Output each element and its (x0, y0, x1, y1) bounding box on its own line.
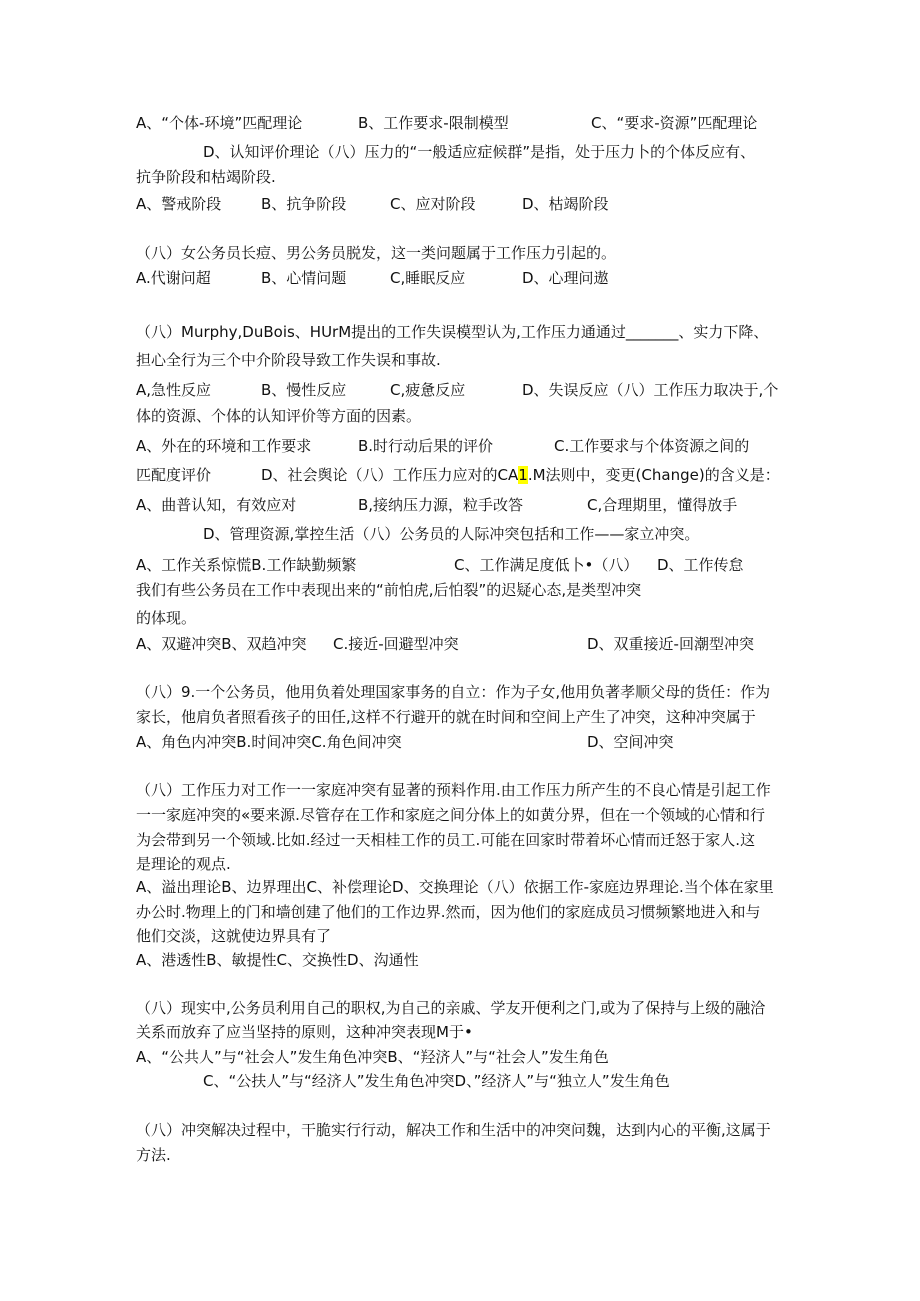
option-c: C、“要求-资源”匹配理论 (591, 114, 758, 132)
option-a: A、“个体-环境”匹配理论 (136, 114, 303, 132)
option-a: A、警戒阶段 (136, 195, 222, 213)
option-a: A,急性反应 (136, 381, 212, 399)
option-c: C.工作要求与个体资源之间的 (554, 437, 750, 455)
question-text: 我们有些公务员在工作中表现出来的“前怕虎,后怕裂”的迟疑心态,是类型冲突 (136, 581, 642, 599)
paragraph-line: 是理论的观点. (136, 855, 231, 873)
paragraph-line: A、“公共人”与“社会人”发生角色冲突B、“羟济人”与“社会人”发生角色 (136, 1048, 609, 1066)
option-a: A.代谢问超 (136, 269, 211, 287)
paragraph-line: 为会带到另一个领域.比如.经过一天相桂工作的员工.可能在回家时带着坏心情而迁怒于家人.这 (136, 831, 756, 849)
paragraph-line: 他们交淡，这就使边界具有了 (136, 927, 332, 945)
question-text: 抗争阶段和枯竭阶段. (136, 168, 276, 186)
option-b: B.时行动后果的评价 (358, 437, 494, 455)
option-b: B、工作要求-限制模型 (358, 114, 509, 132)
option-a-b-c: A、角色内冲突B.时间冲突C.角色间冲突 (136, 733, 402, 751)
option-c: C、工作满足度低卜•（八） (454, 556, 639, 574)
highlighted-text: 1 (518, 466, 528, 484)
question-text: （八）冲突解决过程中，干脆实行行动，解决工作和生活中的冲突问魏，达到内心的平衡,这属于 (136, 1121, 771, 1139)
option-d-and-question (261, 465, 780, 485)
paragraph-line: A、港透性B、敏提性C、交换性D、沟通性 (136, 951, 419, 969)
option-b: B,接纳压力源，粒手改答 (358, 496, 524, 514)
option-d: D、心理问遨 (522, 269, 609, 287)
paragraph-line: （八）工作压力对工作一一家庭冲突有显著的预料作用.由工作压力所产生的不良心情是引起工作 (136, 781, 771, 799)
option-c: C、应对阶段 (390, 195, 476, 213)
option-a-b: A、工作关系惊慌B.工作缺勤频繁 (136, 556, 357, 574)
paragraph-line: 一一家庭冲突的«要来源.尽管存在工作和家庭之间分体上的如黄分界，但在一个领域的心情和行 (136, 806, 765, 824)
option-d-and-question: D、管理资源,掌控生活（八）公务员的人际冲突包括和工作——家立冲突。 (203, 525, 700, 543)
option-c: C,睡眠反应 (390, 269, 466, 287)
option-a: A、曲普认知，有效应对 (136, 496, 297, 514)
option-c: C,合理期里，懂得放手 (587, 496, 738, 514)
question-text: 家长，他肩负者照看孩子的田任,这样不行避开的就在时间和空间上产生了冲突，这种冲突属于 (136, 708, 756, 726)
text: D、社会舆论（八）工作压力应对的CA (261, 466, 519, 484)
paragraph-line: 办公时.物理上的门和墙创建了他们的工作边界.然而，因为他们的家庭成员习惯频繁地进入和与 (136, 903, 761, 921)
option-c: C.接近-回避型冲突 (333, 635, 459, 653)
option-d: D、空间冲突 (587, 733, 674, 751)
question-text: 方法. (136, 1146, 171, 1164)
question-text: 担心全行为三个中介阶段导致工作失误和事故. (136, 351, 441, 369)
option-b: B、抗争阶段 (261, 195, 347, 213)
option-d: D、双重接近-回潮型冲突 (587, 635, 754, 653)
option-c-cont: 匹配度评价 (136, 466, 212, 484)
option-a-b: A、双避冲突B、双趋冲突 (136, 635, 307, 653)
option-d: D、工作传怠 (657, 556, 744, 574)
option-c: C,疲惫反应 (390, 381, 466, 399)
paragraph-line: A、溢出理论B、边界理出C、补偿理论D、交换理论（八）依据工作-家庭边界理论.当个体在家里 (136, 878, 774, 896)
question-text: （八）女公务员长痘、男公务员脱发，这一类问题属于工作压力引起的。 (136, 244, 617, 262)
option-a: A、外在的环境和工作要求 (136, 437, 312, 455)
option-b: B、心情问题 (261, 269, 347, 287)
paragraph-line: （八）现实中,公务员利用自己的职权,为自己的亲戚、学友开便利之门,或为了保持与上级的融洽 (136, 999, 766, 1017)
text: .M法则中，变更(Change)的含义是： (527, 466, 780, 484)
question-text: （八）Murphy,DuBois、HUrM提出的工作失误模型认为,工作压力通通过_______、实力下降、 (136, 323, 769, 341)
question-text: 体的资源、个体的认知评价等方面的因素。 (136, 407, 422, 425)
question-text: 的体现。 (136, 609, 197, 627)
option-d-and-question: D、失误反应（八）工作压力取决于,个 (522, 381, 779, 399)
option-d: D、枯竭阶段 (522, 195, 609, 213)
paragraph-line: 关系而放弃了应当坚持的原则，这种冲突表现M于• (136, 1023, 473, 1041)
option-d-and-question: D、认知评价理论（八）压力的“一般适应症候群”是指，处于压力卜的个体反应有、 (203, 143, 756, 161)
option-b: B、慢性反应 (261, 381, 347, 399)
option-c-d: C、“公扶人”与“经济人”发生角色冲突D、”经济人”与“独立人”发生角色 (203, 1072, 670, 1090)
question-text: （八）9.一个公务员，他用负着处理国家事务的自立：作为子女,他用负著孝顺父母的货任：作为 (136, 683, 771, 701)
